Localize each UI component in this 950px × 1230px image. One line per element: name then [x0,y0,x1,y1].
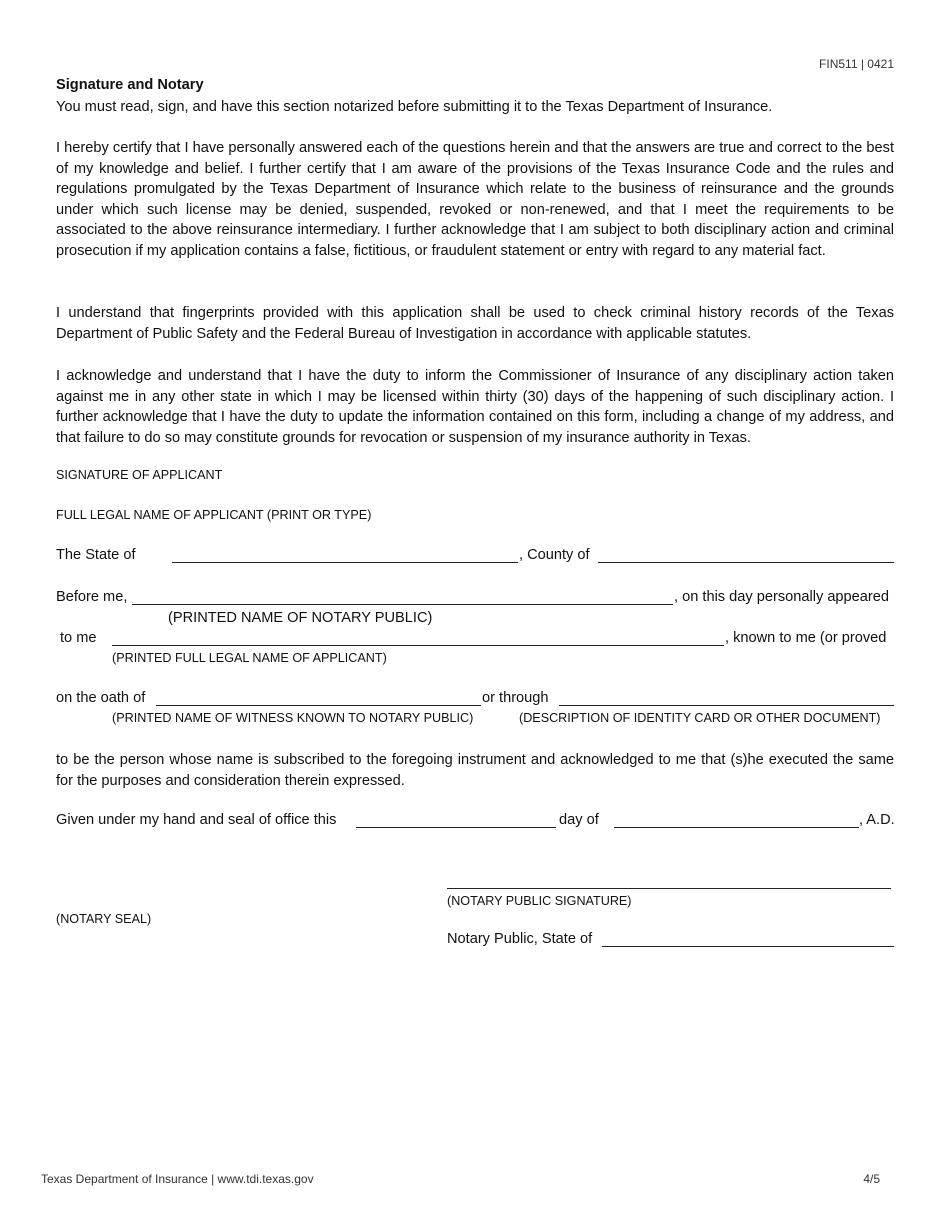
notary-seal-label: (NOTARY SEAL) [56,912,152,926]
day-of-label: day of [559,812,599,828]
notary-state-label: Notary Public, State of [447,931,593,947]
notary-name-caption: (PRINTED NAME OF NOTARY PUBLIC) [168,610,433,626]
ad-label: , A.D. [859,812,895,828]
notary-name-field[interactable] [132,590,673,605]
state-of-label: The State of [56,547,136,563]
section-title: Signature and Notary [56,77,204,93]
county-field[interactable] [598,548,894,563]
notary-state-field[interactable] [602,932,894,947]
full-legal-name-label: FULL LEGAL NAME OF APPLICANT (PRINT OR TYPE) [56,508,372,522]
page-number: 4/5 [863,1172,880,1186]
certify-paragraph: I hereby certify that I have personally answered each of the questions herein and that the answers are true and correct to the best of my knowledge and belief. I further certify that I am aware of the provisions of the Texas Insurance Code and the rules and regulations promulgated by the Texas Department of Insurance which relate to the business of reinsurance and the grounds under which such license may be denied, suspended, revoked or non-renewed, and that I meet the requirements to be associated to the above reinsurance intermediary. I further acknowledge that I am subject to both disciplinary action and criminal prosecution if my application contains a false, fictitious, or fraudulent statement or entry with regard to any material fact. [56,140,894,259]
oath-of-label: on the oath of [56,690,146,706]
county-of-label: , County of [519,547,590,563]
to-me-label: to me [60,630,97,646]
witness-caption: (PRINTED NAME OF WITNESS KNOWN TO NOTARY PUBLIC) [112,711,474,725]
identity-document-caption: (DESCRIPTION OF IDENTITY CARD OR OTHER DOCUMENT) [519,711,881,725]
given-under-label: Given under my hand and seal of office this [56,812,337,828]
fingerprints-paragraph: I understand that fingerprints provided with this application shall be used to check criminal history records of the Texas Department of Public Safety and the Federal Bureau of Investigation in accordance with applicable statutes. [56,305,894,342]
known-to-me-label: , known to me (or proved [725,630,887,646]
state-field[interactable] [172,548,518,563]
section-intro: You must read, sign, and have this section notarized before submitting it to the Texas Department of Insurance. [56,99,773,115]
signature-of-applicant-label: SIGNATURE OF APPLICANT [56,468,223,482]
form-number: FIN511 | 0421 [819,57,894,71]
footer-organization: Texas Department of Insurance | www.tdi.texas.gov [41,1172,314,1186]
applicant-name-field[interactable] [112,631,724,646]
acknowledge-paragraph: I acknowledge and understand that I have the duty to inform the Commissioner of Insurance of any disciplinary action taken against me in any other state in which I may be licensed within thirty (30) days of the happening of such disciplinary action. I further acknowledge that I have the duty to update the information contained on this form, including a change of my address, and that failure to do so may constitute grounds for revocation or suspension of my insurance authority in Texas. [56,368,894,446]
or-through-label: or through [482,690,549,706]
notary-signature-field[interactable] [447,874,891,889]
appeared-label: , on this day personally appeared [674,589,889,605]
witness-field[interactable] [156,691,481,706]
notary-signature-caption: (NOTARY PUBLIC SIGNATURE) [447,894,632,908]
person-subscribed-paragraph: to be the person whose name is subscribed to the foregoing instrument and acknowledged to me that (s)he executed the same for the purposes and consideration therein expressed. [56,752,894,789]
before-me-label: Before me, [56,589,128,605]
given-day-field[interactable] [356,813,556,828]
given-month-field[interactable] [614,813,859,828]
identity-document-field[interactable] [559,691,894,706]
applicant-name-caption: (PRINTED FULL LEGAL NAME OF APPLICANT) [112,651,387,665]
